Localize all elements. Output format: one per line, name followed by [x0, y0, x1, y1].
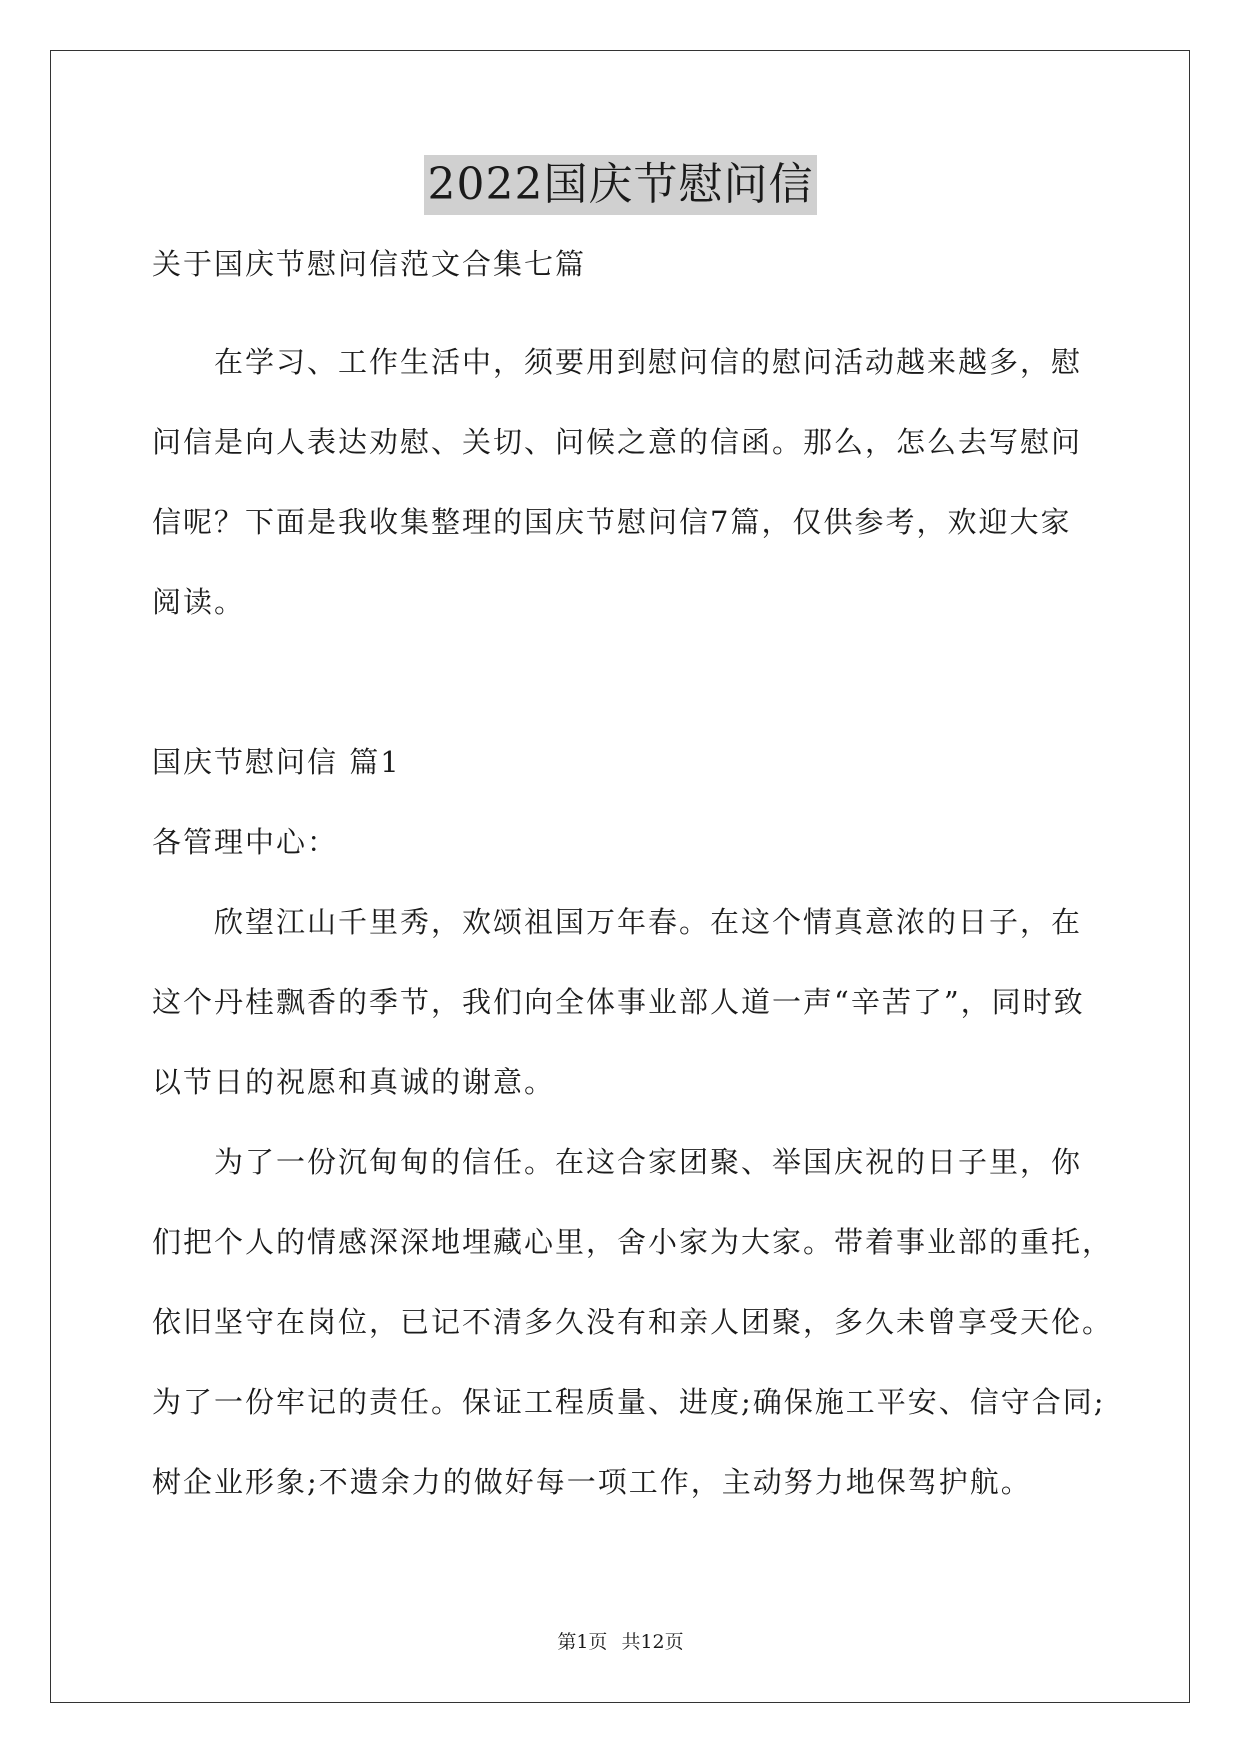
section-heading: 国庆节慰问信 篇1 [152, 745, 401, 779]
title-container [0, 155, 1241, 215]
para2-line-2: 们把个人的情感深深地埋藏心里，舍小家为大家。带着事业部的重托， [152, 1225, 1114, 1259]
salutation: 各管理中心： [152, 825, 339, 859]
para2-line-3: 依旧坚守在岗位，已记不清多久没有和亲人团聚，多久未曾享受天伦。 [152, 1305, 1114, 1339]
para2-line-1: 为了一份沉甸甸的信任。在这合家团聚、举国庆祝的日子里，你 [214, 1145, 1083, 1179]
intro-line-1: 在学习、工作生活中，须要用到慰问信的慰问活动越来越多，慰 [214, 345, 1083, 379]
intro-line-4: 阅读。 [152, 585, 246, 619]
intro-line-2: 问信是向人表达劝慰、关切、问候之意的信函。那么，怎么去写慰问 [152, 425, 1083, 459]
intro-line-3: 信呢？下面是我收集整理的国庆节慰问信7篇，仅供参考，欢迎大家 [152, 505, 1072, 539]
page-frame [50, 50, 1190, 1703]
document-title: 2022国庆节慰问信 [424, 155, 818, 215]
para2-line-5: 树企业形象;不遗余力的做好每一项工作，主动努力地保驾护航。 [152, 1465, 1032, 1499]
page-number: 第1页 [557, 1631, 608, 1653]
para1-line-3: 以节日的祝愿和真诚的谢意。 [152, 1065, 556, 1099]
para1-line-2: 这个丹桂飘香的季节，我们向全体事业部人道一声“辛苦了”，同时致 [152, 985, 1085, 1019]
page-total: 共12页 [621, 1631, 684, 1653]
para1-line-1: 欣望江山千里秀，欢颂祖国万年春。在这个情真意浓的日子，在 [214, 905, 1083, 939]
document-subtitle: 关于国庆节慰问信范文合集七篇 [152, 247, 587, 281]
page-footer [0, 1630, 1241, 1654]
para2-line-4: 为了一份牢记的责任。保证工程质量、进度;确保施工平安、信守合同; [152, 1385, 1106, 1419]
